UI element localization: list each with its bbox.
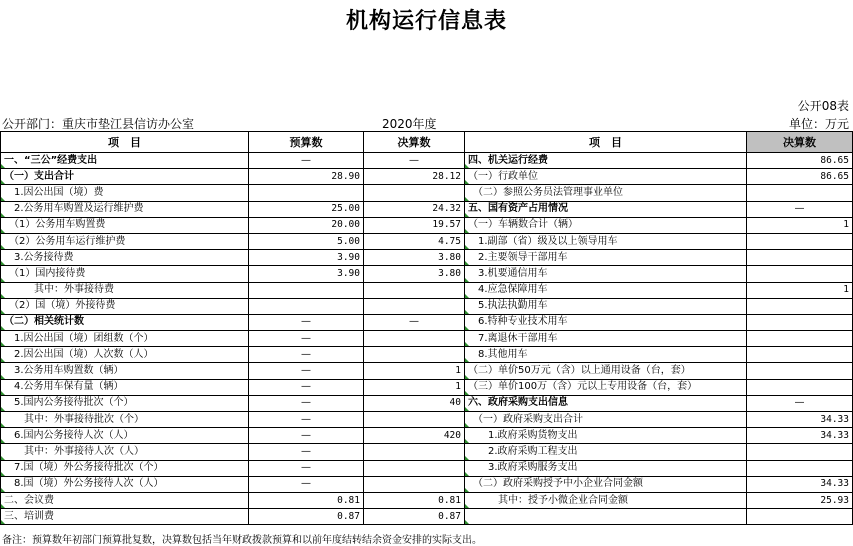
row-final-left: 19.57 bbox=[364, 217, 465, 233]
row-final-right: 34.33 bbox=[747, 412, 853, 428]
row-budget: — bbox=[249, 460, 364, 476]
header-budget: 预算数 bbox=[249, 132, 364, 153]
page-title: 机构运行信息表 bbox=[345, 9, 507, 34]
row-final-right bbox=[747, 250, 853, 266]
row-final-left: 4.75 bbox=[364, 233, 465, 249]
year-label: 2020年度 bbox=[382, 117, 437, 131]
row-budget: 0.81 bbox=[249, 492, 364, 508]
row-budget: — bbox=[249, 331, 364, 347]
row-final-right bbox=[747, 314, 853, 330]
row-final-right: — bbox=[747, 201, 853, 217]
row-item-right: （二）参照公务员法管理事业单位 bbox=[465, 185, 747, 201]
row-final-left: 0.81 bbox=[364, 492, 465, 508]
row-budget bbox=[249, 298, 364, 314]
footnote: 备注：预算数年初部门预算批复数，决算数包括当年财政拨款预算和以前年度结转结余资金安排的实际支出。 bbox=[2, 535, 482, 546]
row-final-right: 86.65 bbox=[747, 153, 853, 169]
row-item-left: 一、“三公”经费支出 bbox=[1, 153, 249, 169]
table-row bbox=[1, 379, 853, 395]
row-item-left: （1）公务用车购置费 bbox=[1, 217, 249, 233]
row-final-right bbox=[747, 331, 853, 347]
row-budget bbox=[249, 185, 364, 201]
row-final-left: 28.12 bbox=[364, 169, 465, 185]
table-row bbox=[1, 250, 853, 266]
row-item-right: （二）单价50万元（含）以上通用设备（台，套） bbox=[465, 363, 747, 379]
row-item-right: 五、国有资产占用情况 bbox=[465, 201, 747, 217]
row-item-left: 其中：外事接待批次（个） bbox=[1, 412, 249, 428]
row-budget: 5.00 bbox=[249, 233, 364, 249]
row-final-right bbox=[747, 363, 853, 379]
row-final-right bbox=[747, 266, 853, 282]
row-item-right: 3.机要通信用车 bbox=[465, 266, 747, 282]
row-item-right: 六、政府采购支出信息 bbox=[465, 395, 747, 411]
row-final-right bbox=[747, 233, 853, 249]
row-item-right: 6.特种专业技术用车 bbox=[465, 314, 747, 330]
row-budget: — bbox=[249, 314, 364, 330]
row-budget: — bbox=[249, 347, 364, 363]
table-row bbox=[1, 266, 853, 282]
row-final-right: 25.93 bbox=[747, 492, 853, 508]
row-item-left: 4.公务用车保有量（辆） bbox=[1, 379, 249, 395]
row-final-left: 3.80 bbox=[364, 266, 465, 282]
row-item-right: 7.离退休干部用车 bbox=[465, 331, 747, 347]
row-item-left: 三、培训费 bbox=[1, 509, 249, 525]
row-item-right: 4.应急保障用车 bbox=[465, 282, 747, 298]
row-budget: — bbox=[249, 363, 364, 379]
row-budget: 0.87 bbox=[249, 509, 364, 525]
row-item-left: （2）公务用车运行维护费 bbox=[1, 233, 249, 249]
row-item-right bbox=[465, 509, 747, 525]
row-item-right: 四、机关运行经费 bbox=[465, 153, 747, 169]
row-item-left: 2.公务用车购置及运行维护费 bbox=[1, 201, 249, 217]
table-row bbox=[1, 314, 853, 330]
row-final-right bbox=[747, 444, 853, 460]
row-budget: 25.00 bbox=[249, 201, 364, 217]
table-row bbox=[1, 233, 853, 249]
table-row bbox=[1, 169, 853, 185]
row-item-left: 2.因公出国（境）人次数（人） bbox=[1, 347, 249, 363]
row-final-right bbox=[747, 347, 853, 363]
table-row bbox=[1, 363, 853, 379]
row-item-left: 7.国（境）外公务接待批次（个） bbox=[1, 460, 249, 476]
row-final-left bbox=[364, 185, 465, 201]
row-final-right: — bbox=[747, 395, 853, 411]
row-final-left bbox=[364, 412, 465, 428]
row-final-right bbox=[747, 460, 853, 476]
row-final-left bbox=[364, 476, 465, 492]
row-item-right: （二）政府采购授予中小企业合同金额 bbox=[465, 476, 747, 492]
row-budget: 28.90 bbox=[249, 169, 364, 185]
row-item-right: （一）车辆数合计（辆） bbox=[465, 217, 747, 233]
table-row bbox=[1, 509, 853, 525]
row-item-left: （一）支出合计 bbox=[1, 169, 249, 185]
row-item-left: 1.因公出国（境）费 bbox=[1, 185, 249, 201]
table-row bbox=[1, 395, 853, 411]
row-final-right: 34.33 bbox=[747, 428, 853, 444]
table-row bbox=[1, 153, 853, 169]
row-final-left: 1 bbox=[364, 379, 465, 395]
info-table bbox=[0, 131, 853, 525]
row-final-left: — bbox=[364, 314, 465, 330]
unit-label: 单位：万元 bbox=[788, 117, 849, 131]
table-row bbox=[1, 412, 853, 428]
row-final-left bbox=[364, 444, 465, 460]
row-final-right bbox=[747, 509, 853, 525]
row-budget: 20.00 bbox=[249, 217, 364, 233]
row-budget: — bbox=[249, 153, 364, 169]
row-final-left bbox=[364, 298, 465, 314]
row-item-right: （一）行政单位 bbox=[465, 169, 747, 185]
row-item-left: 5.国内公务接待批次（个） bbox=[1, 395, 249, 411]
row-item-left: 3.公务接待费 bbox=[1, 250, 249, 266]
row-item-left: 3.公务用车购置数（辆） bbox=[1, 363, 249, 379]
row-final-right bbox=[747, 185, 853, 201]
row-item-left: 其中：外事接待费 bbox=[1, 282, 249, 298]
row-item-right: 2.政府采购工程支出 bbox=[465, 444, 747, 460]
row-budget: — bbox=[249, 412, 364, 428]
table-row bbox=[1, 460, 853, 476]
row-final-right bbox=[747, 379, 853, 395]
row-item-left: 二、会议费 bbox=[1, 492, 249, 508]
row-item-left: 6.国内公务接待人次（人） bbox=[1, 428, 249, 444]
row-budget bbox=[249, 282, 364, 298]
row-item-right: 5.执法执勤用车 bbox=[465, 298, 747, 314]
table-row bbox=[1, 492, 853, 508]
row-final-left: 420 bbox=[364, 428, 465, 444]
row-item-right: 2.主要领导干部用车 bbox=[465, 250, 747, 266]
row-budget: — bbox=[249, 395, 364, 411]
row-item-right: 1.政府采购货物支出 bbox=[465, 428, 747, 444]
row-item-right: （三）单价100万（含）元以上专用设备（台，套） bbox=[465, 379, 747, 395]
row-item-right: 其中：授予小微企业合同金额 bbox=[465, 492, 747, 508]
row-final-left bbox=[364, 282, 465, 298]
table-header-row bbox=[1, 132, 853, 153]
header-item-left: 项 目 bbox=[1, 132, 249, 153]
row-final-left: 1 bbox=[364, 363, 465, 379]
row-item-right: （一）政府采购支出合计 bbox=[465, 412, 747, 428]
row-budget: — bbox=[249, 444, 364, 460]
row-budget: 3.90 bbox=[249, 250, 364, 266]
row-final-left bbox=[364, 347, 465, 363]
row-item-left: 8.国（境）外公务接待人次（人） bbox=[1, 476, 249, 492]
table-row bbox=[1, 331, 853, 347]
table-row bbox=[1, 444, 853, 460]
table-row bbox=[1, 347, 853, 363]
row-item-left: （二）相关统计数 bbox=[1, 314, 249, 330]
row-item-left: 其中：外事接待人次（人） bbox=[1, 444, 249, 460]
table-row bbox=[1, 201, 853, 217]
row-item-left: （1）国内接待费 bbox=[1, 266, 249, 282]
header-item-right: 项 目 bbox=[465, 132, 747, 153]
row-final-left bbox=[364, 460, 465, 476]
row-final-right: 1 bbox=[747, 282, 853, 298]
form-number: 公开08表 bbox=[797, 99, 849, 113]
row-final-left: 0.87 bbox=[364, 509, 465, 525]
row-item-left: 1.因公出国（境）团组数（个） bbox=[1, 331, 249, 347]
row-final-right: 1 bbox=[747, 217, 853, 233]
table-row bbox=[1, 428, 853, 444]
table-row bbox=[1, 298, 853, 314]
row-budget: — bbox=[249, 379, 364, 395]
row-item-left: （2）国（境）外接待费 bbox=[1, 298, 249, 314]
row-final-left: 3.80 bbox=[364, 250, 465, 266]
row-final-left: 24.32 bbox=[364, 201, 465, 217]
table-row bbox=[1, 476, 853, 492]
row-final-left bbox=[364, 331, 465, 347]
row-final-left: — bbox=[364, 153, 465, 169]
table-row bbox=[1, 217, 853, 233]
row-final-right: 34.33 bbox=[747, 476, 853, 492]
row-final-right bbox=[747, 298, 853, 314]
row-budget: — bbox=[249, 428, 364, 444]
header-final-left: 决算数 bbox=[364, 132, 465, 153]
row-item-right: 8.其他用车 bbox=[465, 347, 747, 363]
row-final-left: 40 bbox=[364, 395, 465, 411]
row-budget: — bbox=[249, 476, 364, 492]
row-final-right: 86.65 bbox=[747, 169, 853, 185]
row-item-right: 3.政府采购服务支出 bbox=[465, 460, 747, 476]
department-label: 公开部门：重庆市垫江县信访办公室 bbox=[2, 117, 195, 131]
table-row bbox=[1, 185, 853, 201]
header-final-right: 决算数 bbox=[747, 132, 853, 153]
row-item-right: 1.副部（省）级及以上领导用车 bbox=[465, 233, 747, 249]
table-row bbox=[1, 282, 853, 298]
row-budget: 3.90 bbox=[249, 266, 364, 282]
